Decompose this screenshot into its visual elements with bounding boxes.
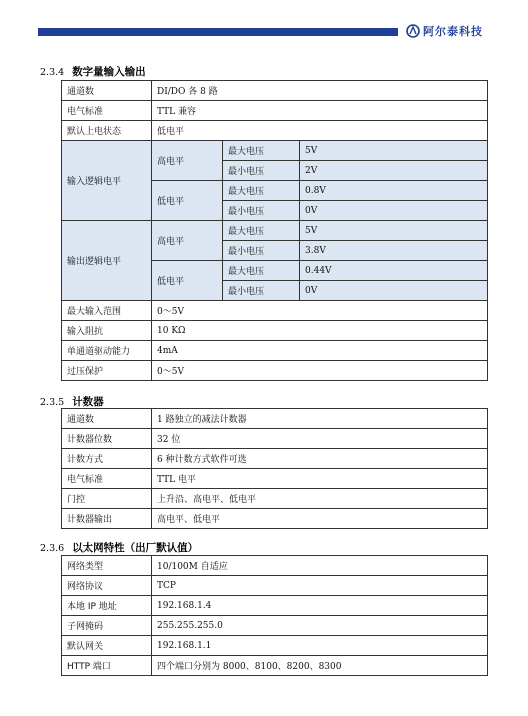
- row-label: 子网掩码: [62, 616, 152, 636]
- table-row: [62, 656, 488, 676]
- row-value: 高电平、低电平: [152, 509, 488, 529]
- row-label: 默认网关: [62, 636, 152, 656]
- table-row: [62, 509, 488, 529]
- row-value: 1 路独立的减法计数器: [152, 409, 488, 429]
- header-bar: [38, 28, 398, 36]
- table-row: 低电平 最大电压 0.44V: [62, 261, 488, 281]
- logo-mark-icon: [406, 24, 420, 38]
- row-value: 上升沿、高电平、低电平: [152, 489, 488, 509]
- row-label: 计数器输出: [62, 509, 152, 529]
- row-value: 192.168.1.4: [152, 596, 488, 616]
- table-row: 通道数 DI/DO 各 8 路: [62, 81, 488, 101]
- row-value: 255.255.255.0: [152, 616, 488, 636]
- row-label: 门控: [62, 489, 152, 509]
- table-row: 最小电压 3.8V: [62, 241, 488, 261]
- table-row: [62, 449, 488, 469]
- row-label: 电气标准: [62, 469, 152, 489]
- table-row: [62, 409, 488, 429]
- row-value: 6 种计数方式软件可选: [152, 449, 488, 469]
- section-title-counter: 2.3.5 计数器: [40, 396, 104, 408]
- ethernet-table: [61, 555, 488, 676]
- row-value: 192.168.1.1: [152, 636, 488, 656]
- section-title-digital-io: 2.3.4 数字量输入输出: [40, 66, 146, 78]
- row-value: 32 位: [152, 429, 488, 449]
- counter-table: [61, 408, 488, 529]
- row-value: TCP: [152, 576, 488, 596]
- row-label: 计数方式: [62, 449, 152, 469]
- row-value: TTL 电平: [152, 469, 488, 489]
- table-row: 输出逻辑电平 高电平 最大电压 5V: [62, 221, 488, 241]
- table-row: [62, 576, 488, 596]
- table-row: [62, 616, 488, 636]
- table-row: [62, 469, 488, 489]
- table-row: 电气标准 TTL 兼容: [62, 101, 488, 121]
- table-row: 最大输入范围 0～5V: [62, 301, 488, 321]
- table-row: [62, 596, 488, 616]
- table-row: 单通道驱动能力 4mA: [62, 341, 488, 361]
- row-label: 网络协议: [62, 576, 152, 596]
- table-row: 低电平 最大电压 0.8V: [62, 181, 488, 201]
- row-label: 计数器位数: [62, 429, 152, 449]
- table-row: [62, 636, 488, 656]
- row-label: 通道数: [62, 409, 152, 429]
- table-row: 输入阻抗 10 KΩ: [62, 321, 488, 341]
- table-row: 最小电压 2V: [62, 161, 488, 181]
- digital-io-table: [61, 80, 488, 381]
- table-row: 输入逻辑电平 高电平 最大电压 5V: [62, 141, 488, 161]
- table-row: [62, 429, 488, 449]
- table-row: [62, 489, 488, 509]
- section-title-ethernet: 2.3.6 以太网特性（出厂默认值）: [40, 542, 199, 554]
- table-row: 最小电压 0V: [62, 281, 488, 301]
- row-label: 本地 IP 地址: [62, 596, 152, 616]
- table-row: 默认上电状态 低电平: [62, 121, 488, 141]
- row-value: 四个端口分别为 8000、8100、8200、8300: [152, 656, 488, 676]
- row-label: 网络类型: [62, 556, 152, 576]
- company-logo: [406, 22, 483, 40]
- table-row: 最小电压 0V: [62, 201, 488, 221]
- table-row: 过压保护 0～5V: [62, 361, 488, 381]
- row-label: HTTP 端口: [62, 656, 152, 676]
- row-value: 10/100M 自适应: [152, 556, 488, 576]
- logo-text: 阿尔泰科技: [423, 25, 483, 38]
- table-row: [62, 556, 488, 576]
